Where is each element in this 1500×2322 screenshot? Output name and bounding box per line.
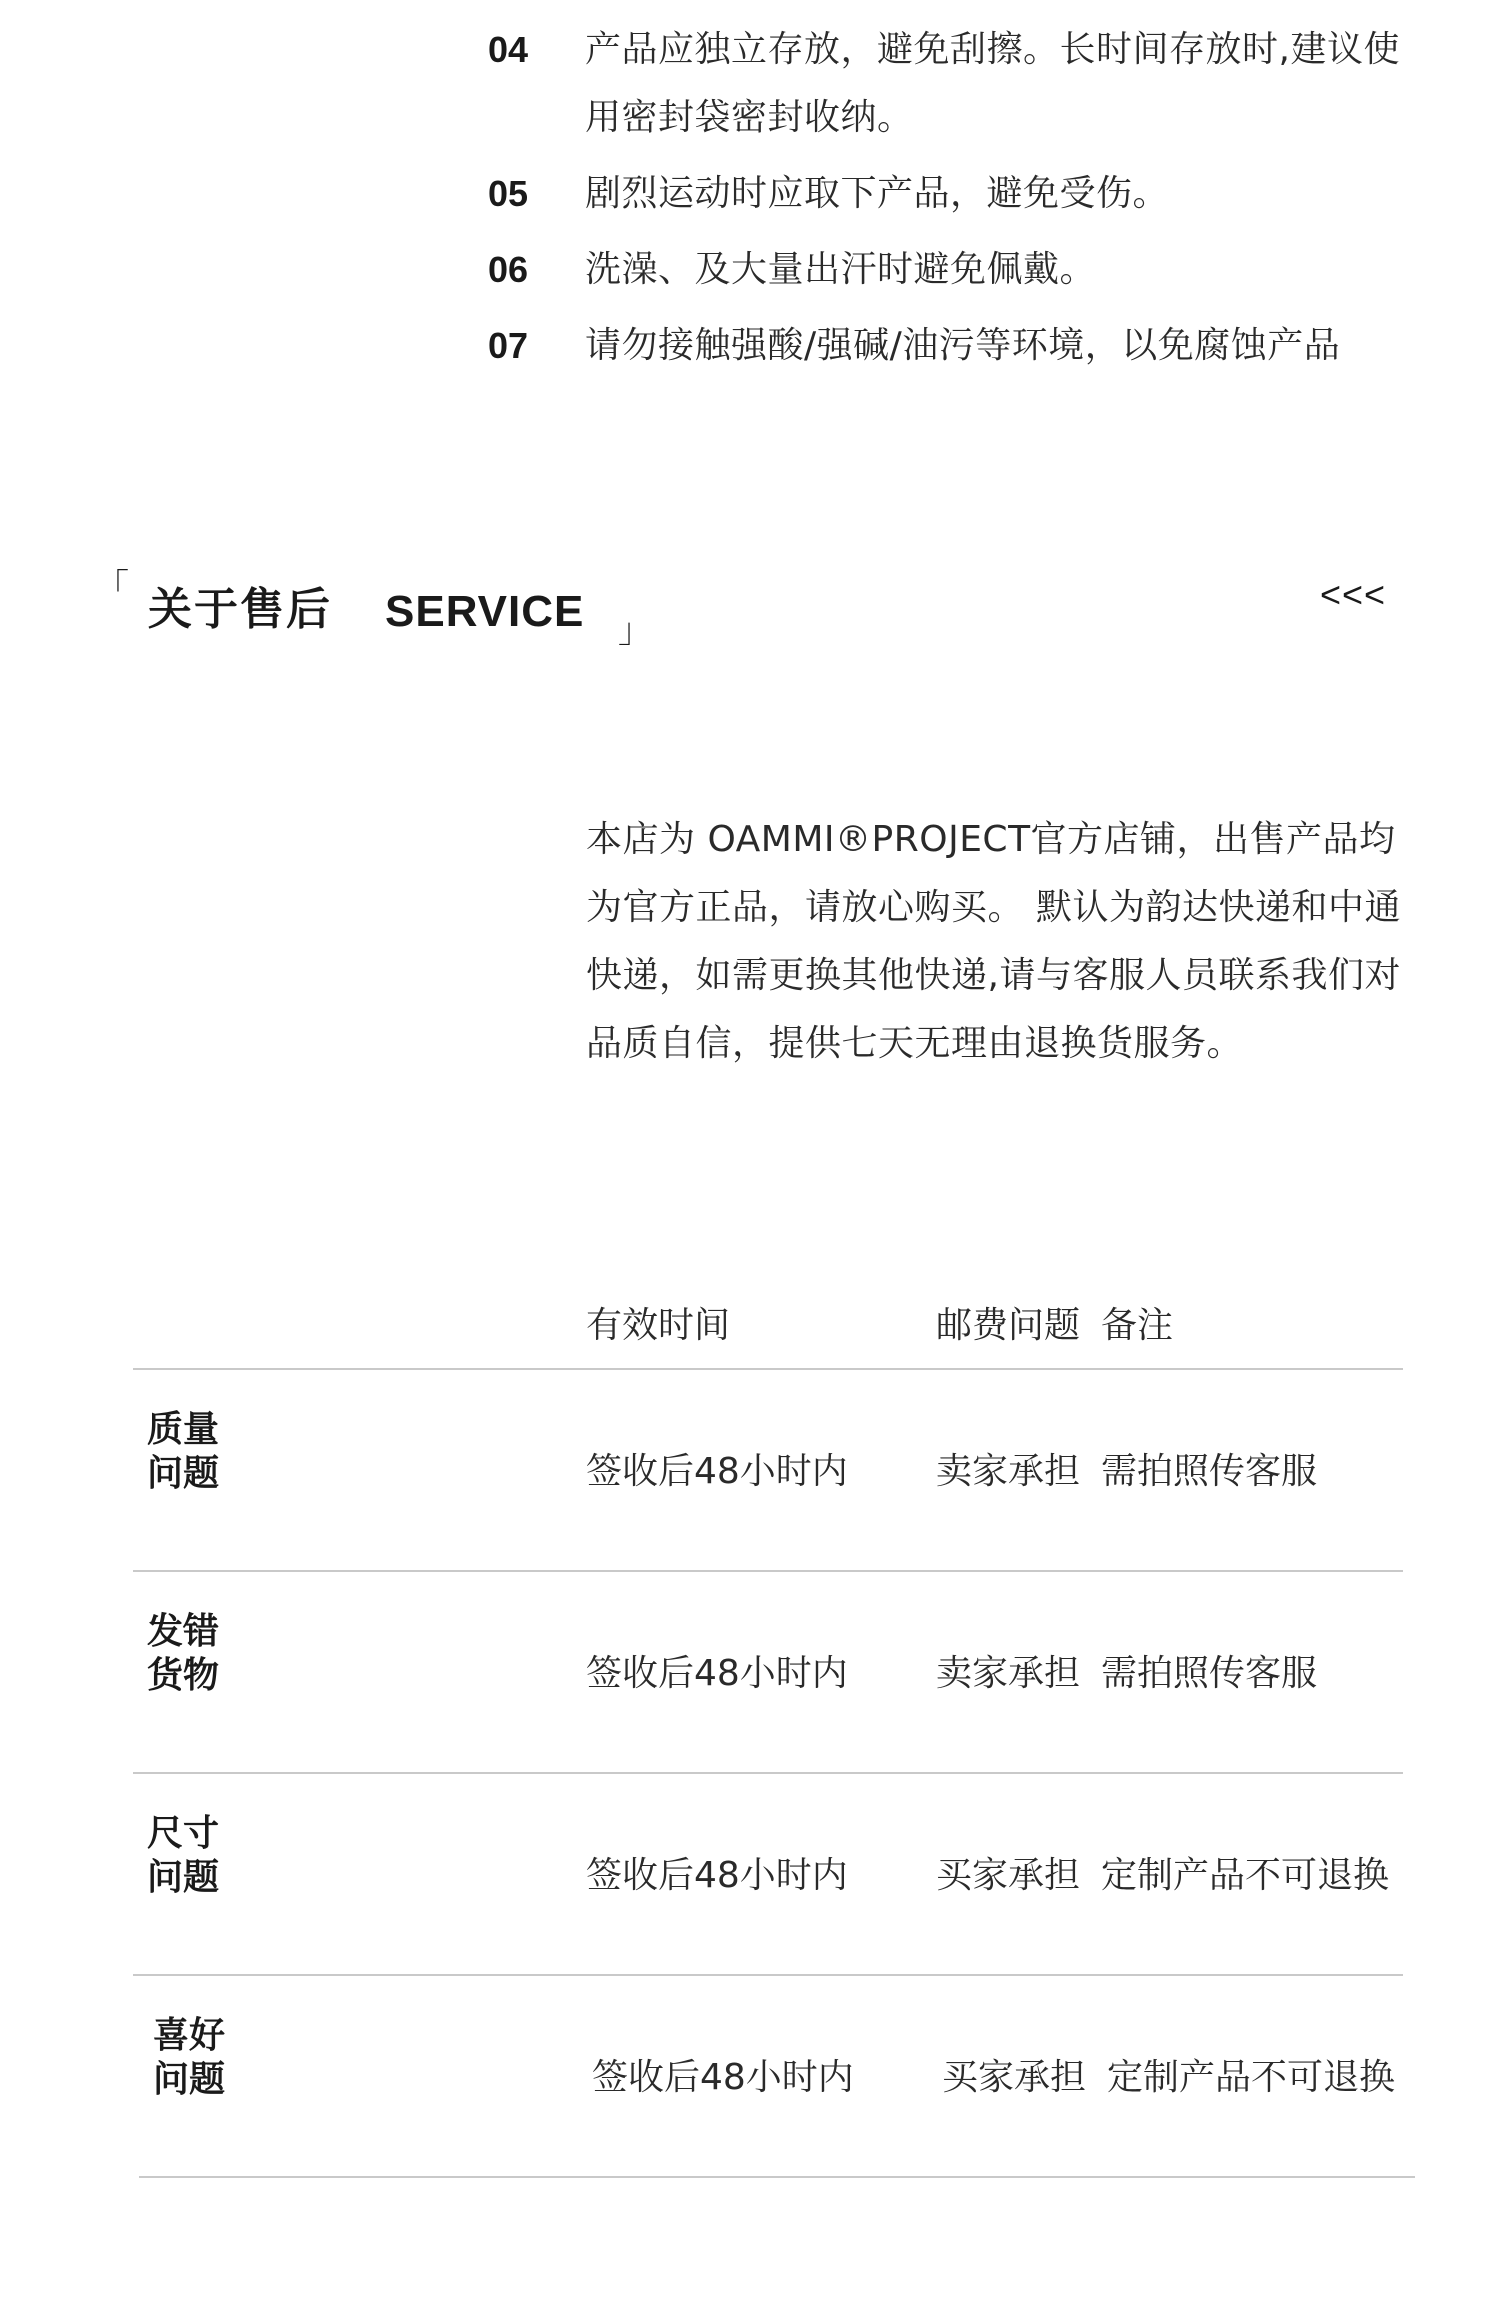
care-note-item: [488, 168, 1418, 228]
table-row: [133, 1774, 1403, 1976]
care-note-number: 06: [488, 249, 529, 290]
cell-shipping-fee: 买家承担: [942, 2057, 1087, 2098]
care-note-text: 请勿接触强酸/强碱/油污等环境，以免腐蚀产品: [585, 325, 1341, 366]
cell-shipping-fee: 卖家承担: [936, 1451, 1081, 1492]
care-note-text: 产品应独立存放，避免刮擦。长时间存放时,建议使用密封袋密封收纳。: [585, 29, 1400, 138]
cell-remarks: 需拍照传客服: [1101, 1653, 1318, 1694]
care-note-text: 洗澡、及大量出汗时避免佩戴。: [585, 249, 1097, 290]
care-note-item: [488, 244, 1418, 304]
care-note-item: [488, 320, 1418, 380]
service-table: [133, 1290, 1403, 2178]
row-label: 质量问题: [147, 1409, 220, 1494]
care-note-item: [488, 24, 1418, 152]
cell-valid-time: 签收后48小时内: [586, 1451, 848, 1492]
care-note-number: 04: [488, 29, 529, 70]
table-row: [133, 1370, 1403, 1572]
care-note-number: 07: [488, 325, 529, 366]
header-remarks: 备注: [1101, 1305, 1174, 1346]
cell-valid-time: 签收后48小时内: [586, 1653, 848, 1694]
cell-valid-time: 签收后48小时内: [592, 2057, 854, 2098]
arrows-decoration: <<<: [1320, 574, 1387, 615]
care-note-number: 05: [488, 173, 529, 214]
care-notes-list: [488, 24, 1418, 380]
cell-valid-time: 签收后48小时内: [586, 1855, 848, 1896]
table-row: [139, 1976, 1415, 2178]
bracket-open: 「: [95, 567, 129, 607]
row-label: 发错货物: [147, 1611, 220, 1696]
section-title-cn: 关于售后: [148, 584, 332, 635]
header-shipping-fee: 邮费问题: [936, 1305, 1081, 1346]
cell-shipping-fee: 卖家承担: [936, 1653, 1081, 1694]
section-title-en: SERVICE: [385, 587, 585, 636]
bracket-close: 」: [618, 611, 652, 651]
table-row: [133, 1572, 1403, 1774]
section-heading: [0, 560, 1500, 680]
table-header: [133, 1290, 1403, 1370]
row-label: 尺寸问题: [147, 1813, 220, 1898]
row-label: 喜好问题: [153, 2015, 226, 2100]
care-note-text: 剧烈运动时应取下产品，避免受伤。: [585, 173, 1170, 214]
cell-shipping-fee: 买家承担: [936, 1855, 1081, 1896]
header-valid-time: 有效时间: [586, 1305, 731, 1346]
cell-remarks: 定制产品不可退换: [1101, 1855, 1390, 1896]
cell-remarks: 定制产品不可退换: [1107, 2057, 1396, 2098]
intro-paragraph: 本店为 OAMMI®PROJECT官方店铺，出售产品均为官方正品，请放心购买。 默认为韵达快递和中通快递，如需更换其他快递,请与客服人员联系我们对品质自信，提供七天无理由退换货服务。: [586, 819, 1401, 1064]
cell-remarks: 需拍照传客服: [1101, 1451, 1318, 1492]
